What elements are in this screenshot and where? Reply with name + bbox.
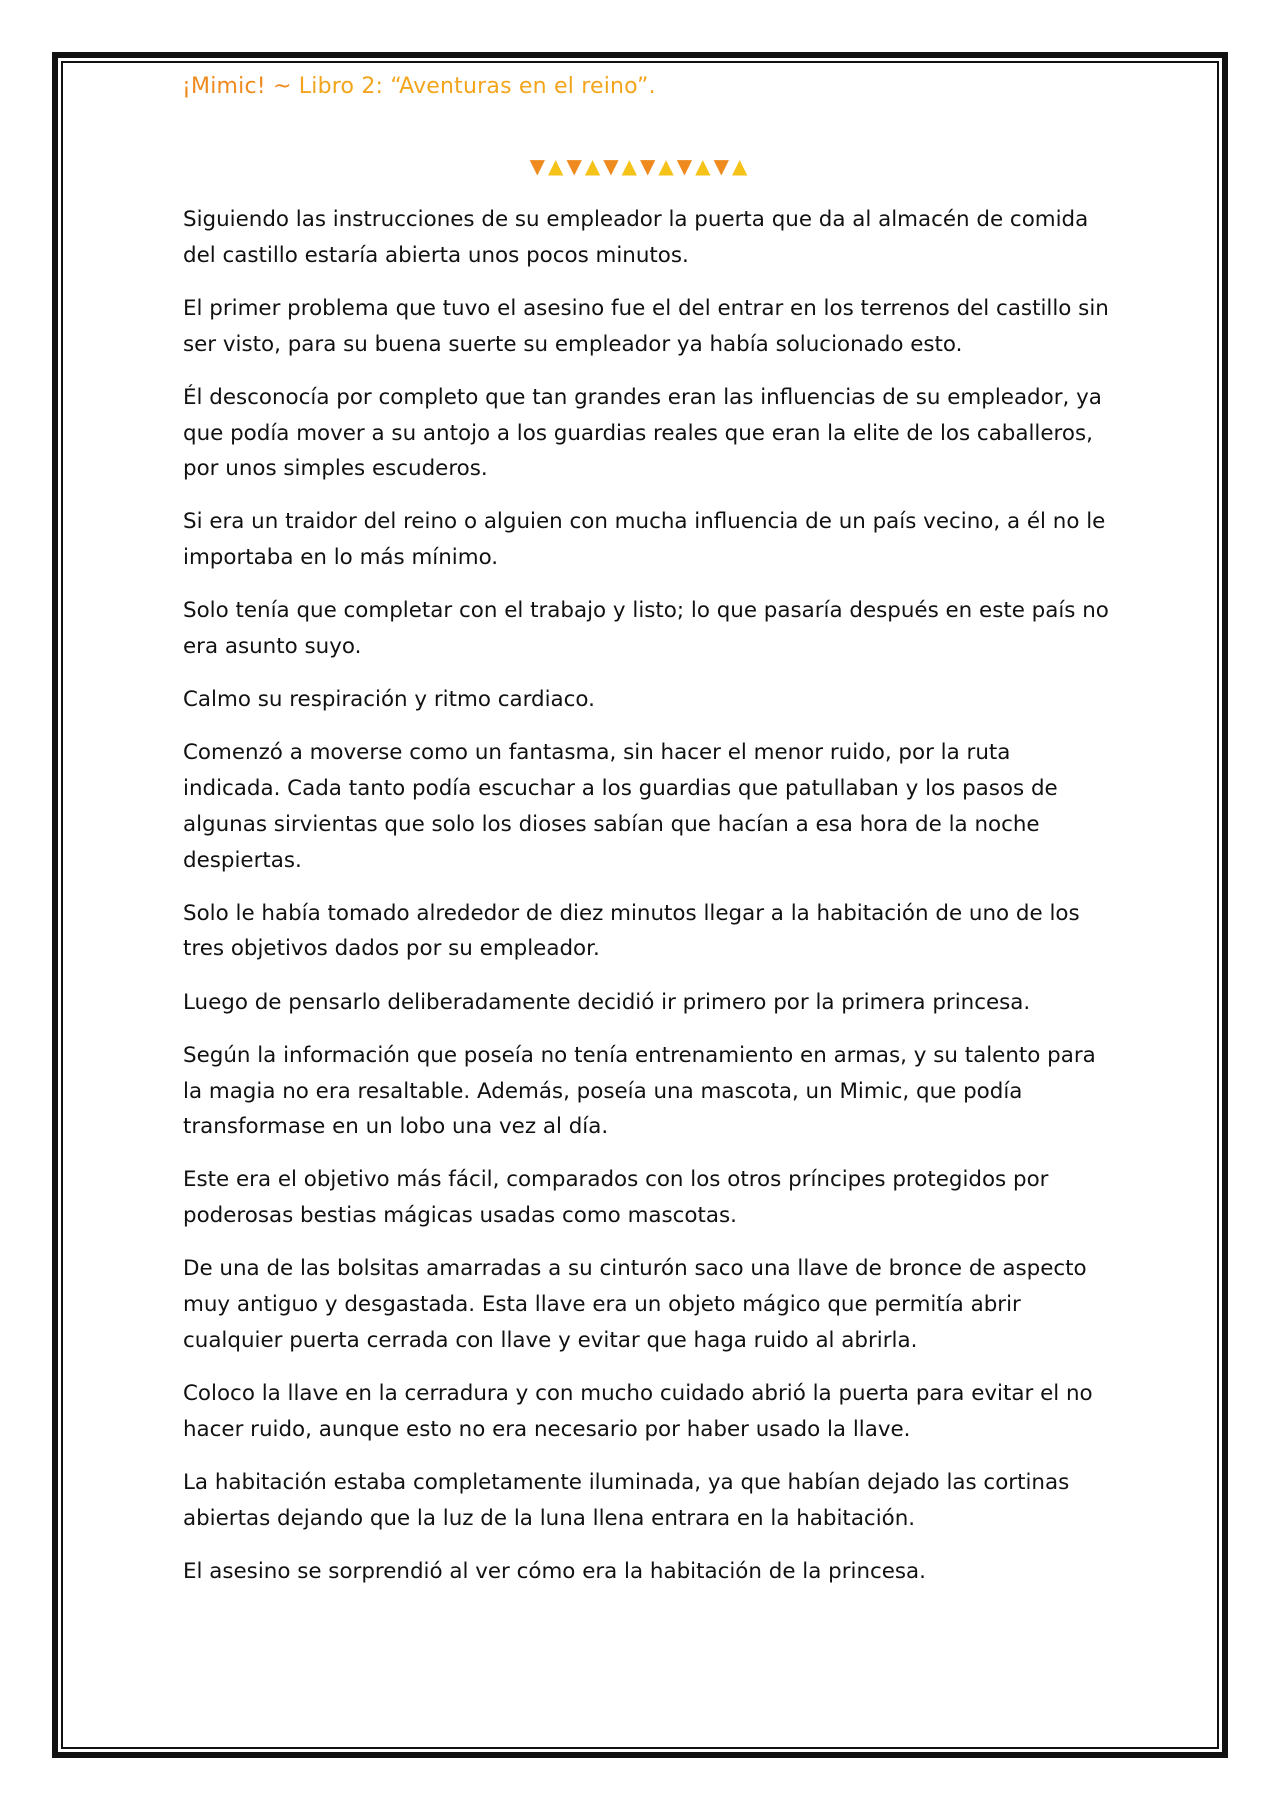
paragraph: Siguiendo las instrucciones de su empleador la puerta que da al almacén de comida del castillo estaría abierta unos pocos minutos.	[183, 207, 1089, 268]
paragraph: De una de las bolsitas amarradas a su cinturón saco una llave de bronce de aspecto muy antiguo y desgastada. Esta llave era un objeto mágico que permitía abrir cualquier puerta cerrada con llave y evitar que haga ruido al abrirla.	[183, 1256, 1087, 1353]
triangle-down-icon: ▼	[676, 154, 696, 178]
triangle-down-icon: ▼	[603, 154, 622, 178]
triangle-up-icon: ▲	[584, 154, 604, 178]
triangle-down-icon: ▼	[529, 154, 549, 178]
header-series: ¡Mimic! ~	[182, 74, 299, 99]
paragraph: Calmo su respiración y ritmo cardiaco.	[183, 687, 595, 713]
paragraph: Solo tenía que completar con el trabajo y listo; lo que pasaría después en este país no era asunto suyo.	[183, 598, 1109, 660]
paragraph: El primer problema que tuvo el asesino fue el del entrar en los terrenos del castillo sin ser visto, para su buena suerte su empleador ya había solucionado esto.	[183, 295, 1109, 357]
triangle-up-icon: ▲	[621, 154, 640, 178]
paragraph: Comenzó a moverse como un fantasma, sin hacer el menor ruido, por la ruta indicada. Cada tanto podía escuchar a los guardias que patullaban y los pasos de algunas sirvientas que solo los dioses sabían que hacían a esa hora de la noche despiertas.	[183, 740, 1058, 873]
paragraph: La habitación estaba completamente iluminada, ya que habían dejado las cortinas abiertas dejando que la luz de la luna llena entrara en la habitación.	[183, 1469, 1070, 1531]
header-book-title: Libro 2: “Aventuras en el reino”.	[298, 74, 656, 99]
triangle-up-icon: ▲	[658, 154, 677, 178]
story-body	[183, 202, 1113, 1607]
paragraph: Luego de pensarlo deliberadamente decidió ir primero por la primera princesa.	[183, 989, 1031, 1015]
triangle-up-icon: ▲	[548, 154, 567, 178]
triangle-ornament-divider	[0, 154, 1280, 178]
running-header	[182, 74, 656, 99]
triangle-up-icon: ▲	[731, 154, 751, 178]
paragraph: Este era el objetivo más fácil, comparados con los otros príncipes protegidos por poderosas bestias mágicas usadas como mascotas.	[183, 1167, 1049, 1229]
paragraph: Solo le había tomado alrededor de diez minutos llegar a la habitación de uno de los tres objetivos dados por su empleador.	[183, 900, 1080, 962]
paragraph: Según la información que poseía no tenía entrenamiento en armas, y su talento para la magia no era resaltable. Además, poseía una mascota, un Mimic, que podía transformase en un lobo una vez al día.	[183, 1042, 1096, 1140]
paragraph: Él desconocía por completo que tan grandes eran las influencias de su empleador, ya que podía mover a su antojo a los guardias reales que eran la elite de los caballeros, por unos simples escuderos.	[183, 384, 1102, 482]
paragraph: Coloco la llave en la cerradura y con mucho cuidado abrió la puerta para evitar el no hacer ruido, aunque esto no era necesario por haber usado la llave.	[183, 1380, 1093, 1442]
triangle-down-icon: ▼	[566, 154, 585, 178]
triangle-up-icon: ▲	[695, 154, 714, 178]
paragraph: Si era un traidor del reino o alguien con mucha influencia de un país vecino, a él no le importaba en lo más mínimo.	[183, 509, 1106, 571]
triangle-down-icon: ▼	[713, 154, 732, 178]
triangle-down-icon: ▼	[640, 154, 659, 178]
paragraph: El asesino se sorprendió al ver cómo era la habitación de la princesa.	[183, 1558, 926, 1584]
